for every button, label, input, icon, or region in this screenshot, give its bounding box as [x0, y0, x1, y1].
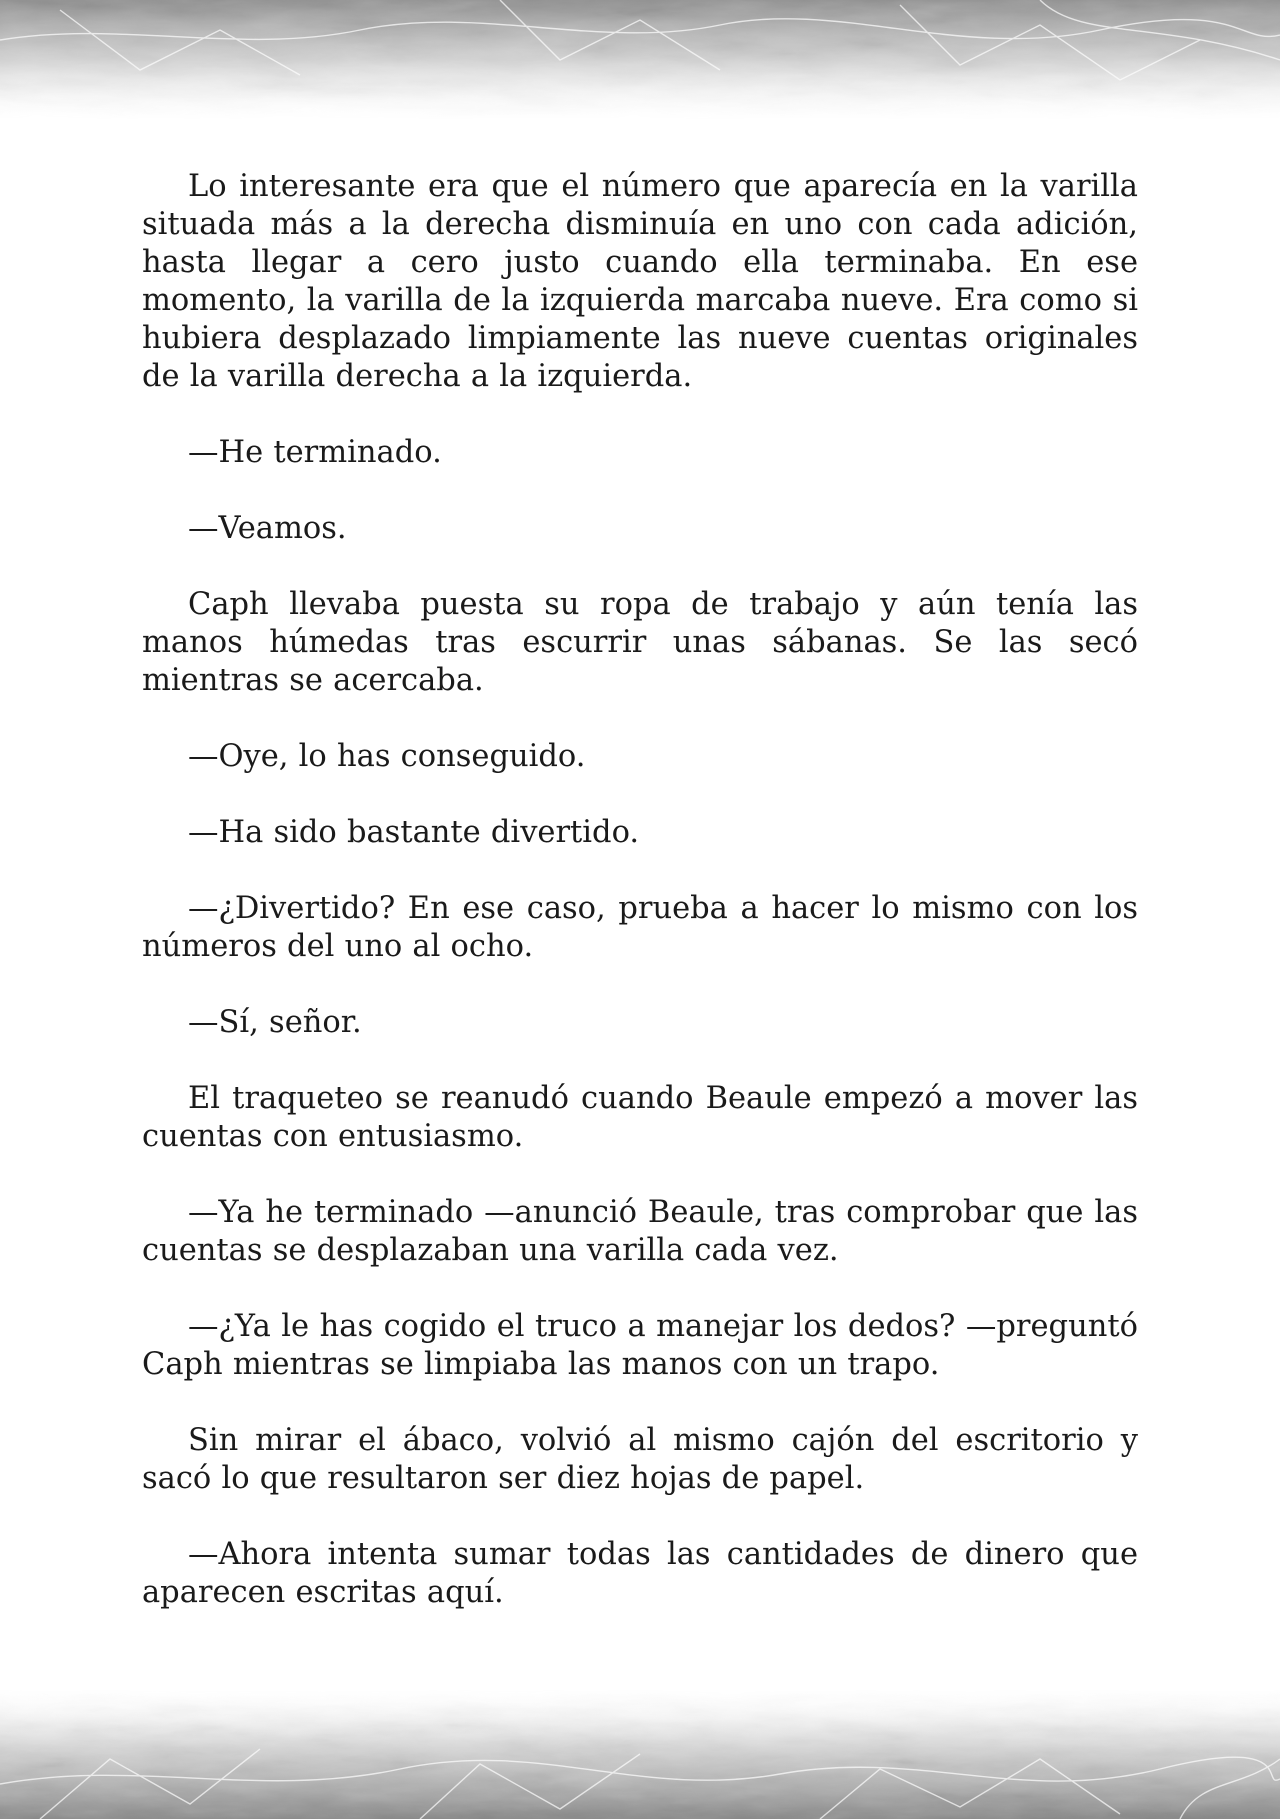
decorative-top-border	[0, 0, 1280, 120]
paragraph-13: —Ahora intenta sumar todas las cantidades de dinero que aparecen escritas aquí.	[142, 1537, 1138, 1610]
paragraph-8: —Sí, señor.	[188, 1005, 362, 1040]
paragraph-12: Sin mirar el ábaco, volvió al mismo cajón del escritorio y sacó lo que resultaron ser diez hojas de papel.	[142, 1423, 1138, 1496]
paragraph-10: —Ya he terminado —anunció Beaule, tras comprobar que las cuentas se desplazaban una varilla cada vez.	[142, 1195, 1138, 1268]
text-body	[142, 168, 1138, 1650]
paragraph-2: —He terminado.	[188, 435, 442, 470]
paragraph-1: Lo interesante era que el número que aparecía en la varilla situada más a la derecha disminuía en uno con cada adición, hasta llegar a cero justo cuando ella terminaba. En ese momento, la varilla de la izquierda marcaba nueve. Era como si hubiera desplazado limpiamente las nueve cuentas originales de la varilla derecha a la izquierda.	[142, 169, 1138, 394]
top-texture-image	[0, 0, 1280, 120]
paragraph-7: —¿Divertido? En ese caso, prueba a hacer lo mismo con los números del uno al ocho.	[142, 891, 1138, 964]
paragraph-4: Caph llevaba puesta su ropa de trabajo y aún tenía las manos húmedas tras escurrir unas sábanas. Se las secó mientras se acercaba.	[142, 587, 1138, 698]
paragraph-6: —Ha sido bastante divertido.	[188, 815, 640, 850]
decorative-bottom-border	[0, 1689, 1280, 1819]
paragraph-9: El traqueteo se reanudó cuando Beaule empezó a mover las cuentas con entusiasmo.	[142, 1081, 1138, 1154]
paragraph-5: —Oye, lo has conseguido.	[188, 739, 586, 774]
paragraph-3: —Veamos.	[188, 511, 347, 546]
bottom-texture-image	[0, 1689, 1280, 1819]
paragraph-11: —¿Ya le has cogido el truco a manejar los dedos? —preguntó Caph mientras se limpiaba las manos con un trapo.	[142, 1309, 1138, 1382]
